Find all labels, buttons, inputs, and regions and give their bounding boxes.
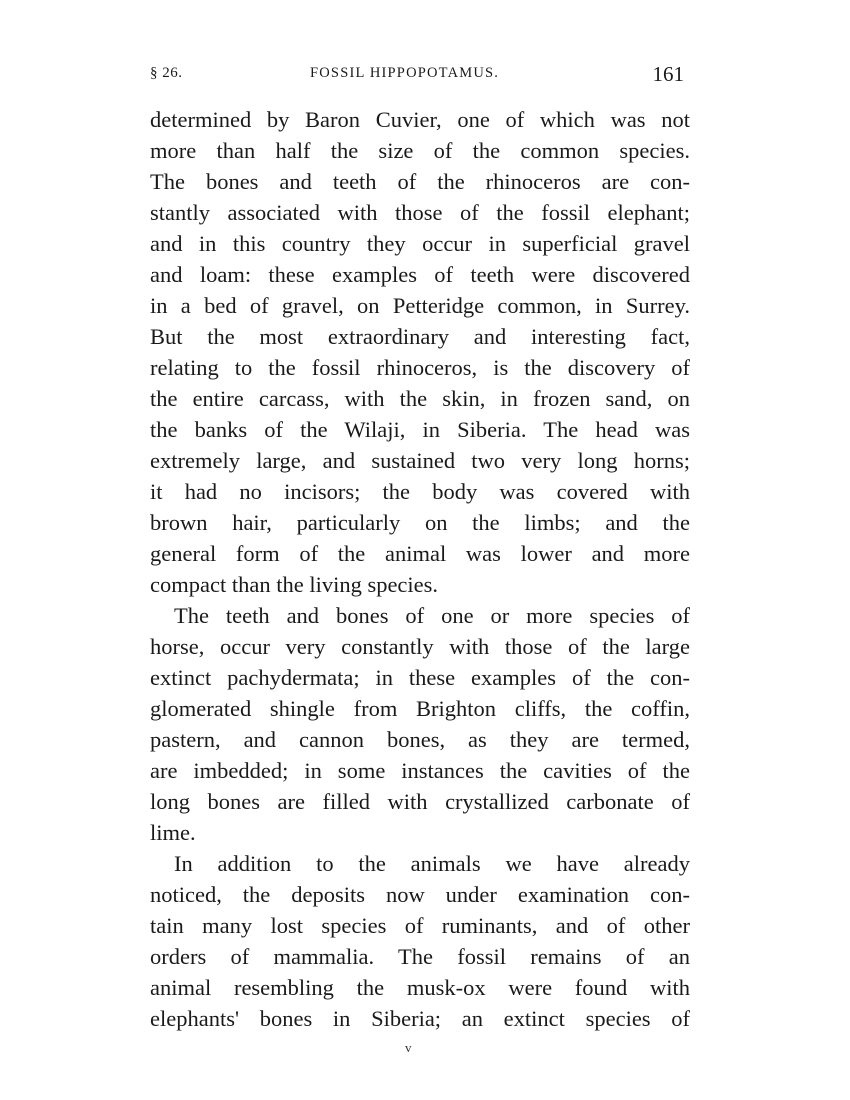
text-line: the entire carcass, with the skin, in frozen sand, on (150, 386, 690, 411)
text-line: relating to the fossil rhinoceros, is the discovery of (150, 355, 690, 380)
text-line: animal resembling the musk-ox were found with (150, 975, 690, 1000)
text-line: The bones and teeth of the rhinoceros are con- (150, 169, 690, 194)
text-line: tain many lost species of ruminants, and of other (150, 913, 690, 938)
text-line: brown hair, particularly on the limbs; and the (150, 510, 690, 535)
text-line: and loam: these examples of teeth were discovered (150, 262, 690, 287)
text-line: in a bed of gravel, on Petteridge common, in Surrey. (150, 293, 690, 318)
paragraph-start-line: In addition to the animals we have already (174, 851, 690, 876)
text-line: determined by Baron Cuvier, one of which was not (150, 107, 690, 132)
text-line: extinct pachydermata; in these examples of the con- (150, 665, 690, 690)
text-line: long bones are filled with crystallized carbonate of (150, 789, 690, 814)
text-line: horse, occur very constantly with those of the large (150, 634, 690, 659)
page-number: 161 (652, 62, 684, 86)
text-line: orders of mammalia. The fossil remains of an (150, 944, 690, 969)
paragraph-start-line: The teeth and bones of one or more species of (174, 603, 690, 628)
body-text (150, 104, 690, 1034)
running-title: FOSSIL HIPPOPOTAMUS. (310, 65, 500, 81)
text-line: glomerated shingle from Brighton cliffs, the coffin, (150, 696, 690, 721)
text-line: general form of the animal was lower and more (150, 541, 690, 566)
text-line: noticed, the deposits now under examination con- (150, 882, 690, 907)
text-line: it had no incisors; the body was covered with (150, 479, 690, 504)
text-line: extremely large, and sustained two very long horns; (150, 448, 690, 473)
text-line: stantly associated with those of the fossil elephant; (150, 200, 690, 225)
text-line: elephants' bones in Siberia; an extinct species of (150, 1006, 690, 1031)
paragraph-end-line: lime. (150, 820, 196, 845)
section-number: § 26. (150, 65, 183, 81)
text-line: pastern, and cannon bones, as they are termed, (150, 727, 690, 752)
text-line: the banks of the Wilaji, in Siberia. The head was (150, 417, 690, 442)
signature-mark: v (405, 1040, 412, 1055)
text-line: But the most extraordinary and interesting fact, (150, 324, 690, 349)
text-line: and in this country they occur in superficial gravel (150, 231, 690, 256)
text-line: more than half the size of the common species. (150, 138, 690, 163)
paragraph-end-line: compact than the living species. (150, 572, 439, 597)
text-line: are imbedded; in some instances the cavities of the (150, 758, 690, 783)
running-head (150, 62, 690, 90)
